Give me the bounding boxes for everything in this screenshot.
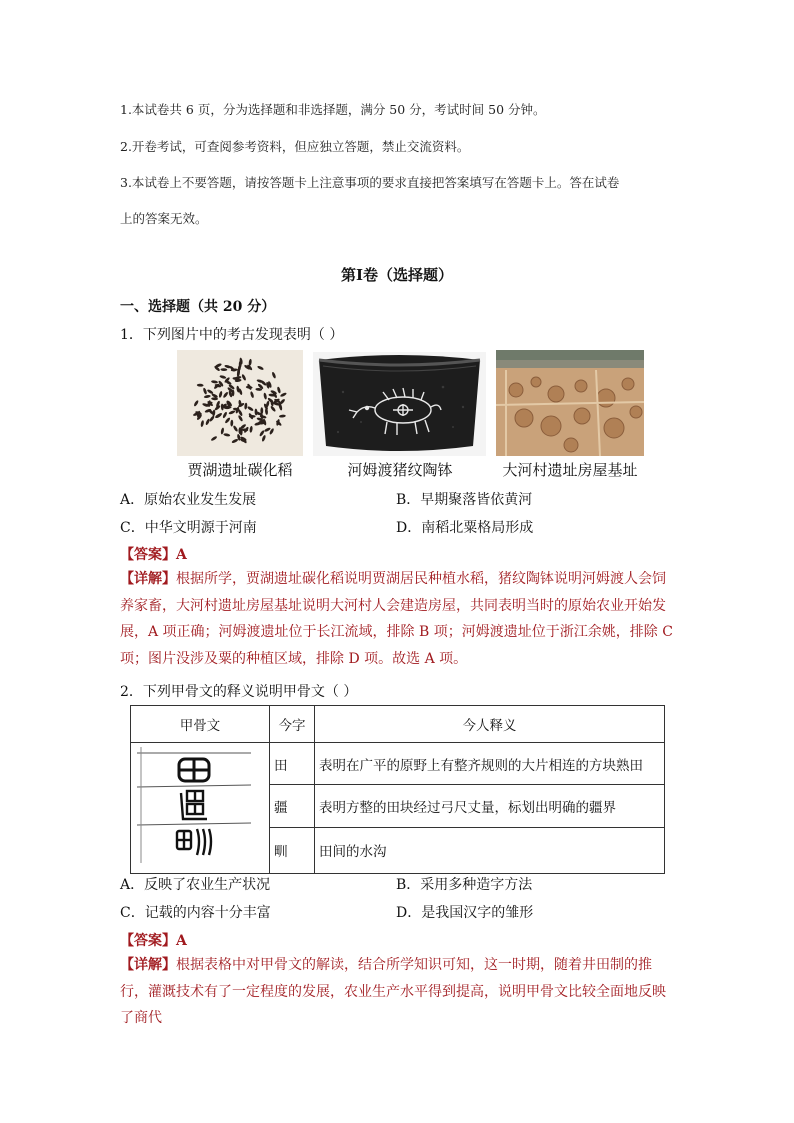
q2-option-b: B．采用多种造字方法 xyxy=(396,877,533,893)
q2-explanation-text: 根据表格中对甲骨文的解读，结合所学知识可知，这一时期，随着井田制的推行，灌溉技术有了一定程度的发展，农业生产水平得到提高，说明甲骨文比较全面地反映了商代 xyxy=(120,957,666,1026)
caption-house: 大河村遗址房屋基址 xyxy=(502,461,638,479)
pig-pottery-image xyxy=(313,352,486,456)
carbonized-rice-image xyxy=(177,350,303,456)
exam-note-2: 2.开卷考试，可查阅参考资料，但应独立答题，禁止交流资料。 xyxy=(120,139,470,154)
q1-explanation xyxy=(120,566,676,672)
q1-answer: 【答案】A xyxy=(120,547,187,563)
exam-note-1: 1.本试卷共 6 页，分为选择题和非选择题，满分 50 分，考试时间 50 分钟。 xyxy=(120,102,546,117)
q1-option-a: A．原始农业发生发展 xyxy=(120,492,257,508)
question-1-stem: 1．下列图片中的考古发现表明（ ） xyxy=(120,327,344,343)
table-cell-meaning: 田间的水沟 xyxy=(315,827,665,873)
exam-note-3: 3.本试卷上不要答题，请按答题卡上注意事项的要求直接把答案填写在答题卡上。答在试卷 xyxy=(120,175,620,190)
table-header-cell: 甲骨文 xyxy=(131,706,270,743)
table-cell-meaning: 表明方整的田块经过弓尺丈量，标划出明确的疆界 xyxy=(315,785,665,827)
q2-explanation-tag: 【详解】 xyxy=(120,957,176,973)
q2-answer: 【答案】A xyxy=(120,933,187,949)
q1-option-b: B．早期聚落皆依黄河 xyxy=(396,492,533,508)
q1-explanation-tag: 【详解】 xyxy=(120,571,176,587)
table-header-cell: 今人释义 xyxy=(315,706,665,743)
table-row xyxy=(131,743,665,785)
house-foundation-image xyxy=(496,350,644,456)
oracle-glyphs-image xyxy=(131,743,259,869)
table-cell-meaning: 表明在广平的原野上有整齐规则的大片相连的方块熟田 xyxy=(315,743,665,785)
oracle-glyph-cell xyxy=(131,743,270,874)
section-heading: 一、选择题（共 20 分） xyxy=(120,299,276,315)
page-title: 第Ⅰ卷（选择题） xyxy=(340,266,454,284)
q2-option-c: C．记载的内容十分丰富 xyxy=(120,905,271,921)
table-header-cell: 今字 xyxy=(270,706,315,743)
table-cell-char: 甽 xyxy=(270,827,315,873)
q2-explanation xyxy=(120,952,676,1032)
table-cell-char: 疆 xyxy=(270,785,315,827)
table-header-row xyxy=(131,706,665,743)
table-cell-char: 田 xyxy=(270,743,315,785)
exam-note-4: 上的答案无效。 xyxy=(120,211,208,226)
caption-rice: 贾湖遗址碳化稻 xyxy=(187,461,293,479)
q2-option-a: A．反映了农业生产状况 xyxy=(120,877,271,893)
q1-explanation-text: 根据所学，贾湖遗址碳化稻说明贾湖居民种植水稻，猪纹陶钵说明河姆渡人会饲养家畜，大河村遗址房屋基址说明大河村人会建造房屋，共同表明当时的原始农业开始发展，A 项正确；河姆渡遗址位于长江流域，排除 B 项；河姆渡遗址位于浙江余姚，排除 C 项；图片没涉及粟的种植区域，排除 D 项。故选 A 项。 xyxy=(120,571,673,667)
q2-option-d: D．是我国汉字的雏形 xyxy=(396,905,534,921)
caption-pottery: 河姆渡猪纹陶钵 xyxy=(347,461,453,479)
oracle-bone-table xyxy=(130,705,665,874)
question-2-stem: 2．下列甲骨文的释义说明甲骨文（ ） xyxy=(120,684,358,700)
q1-option-d: D．南稻北粟格局形成 xyxy=(396,520,534,536)
q1-option-c: C．中华文明源于河南 xyxy=(120,520,257,536)
